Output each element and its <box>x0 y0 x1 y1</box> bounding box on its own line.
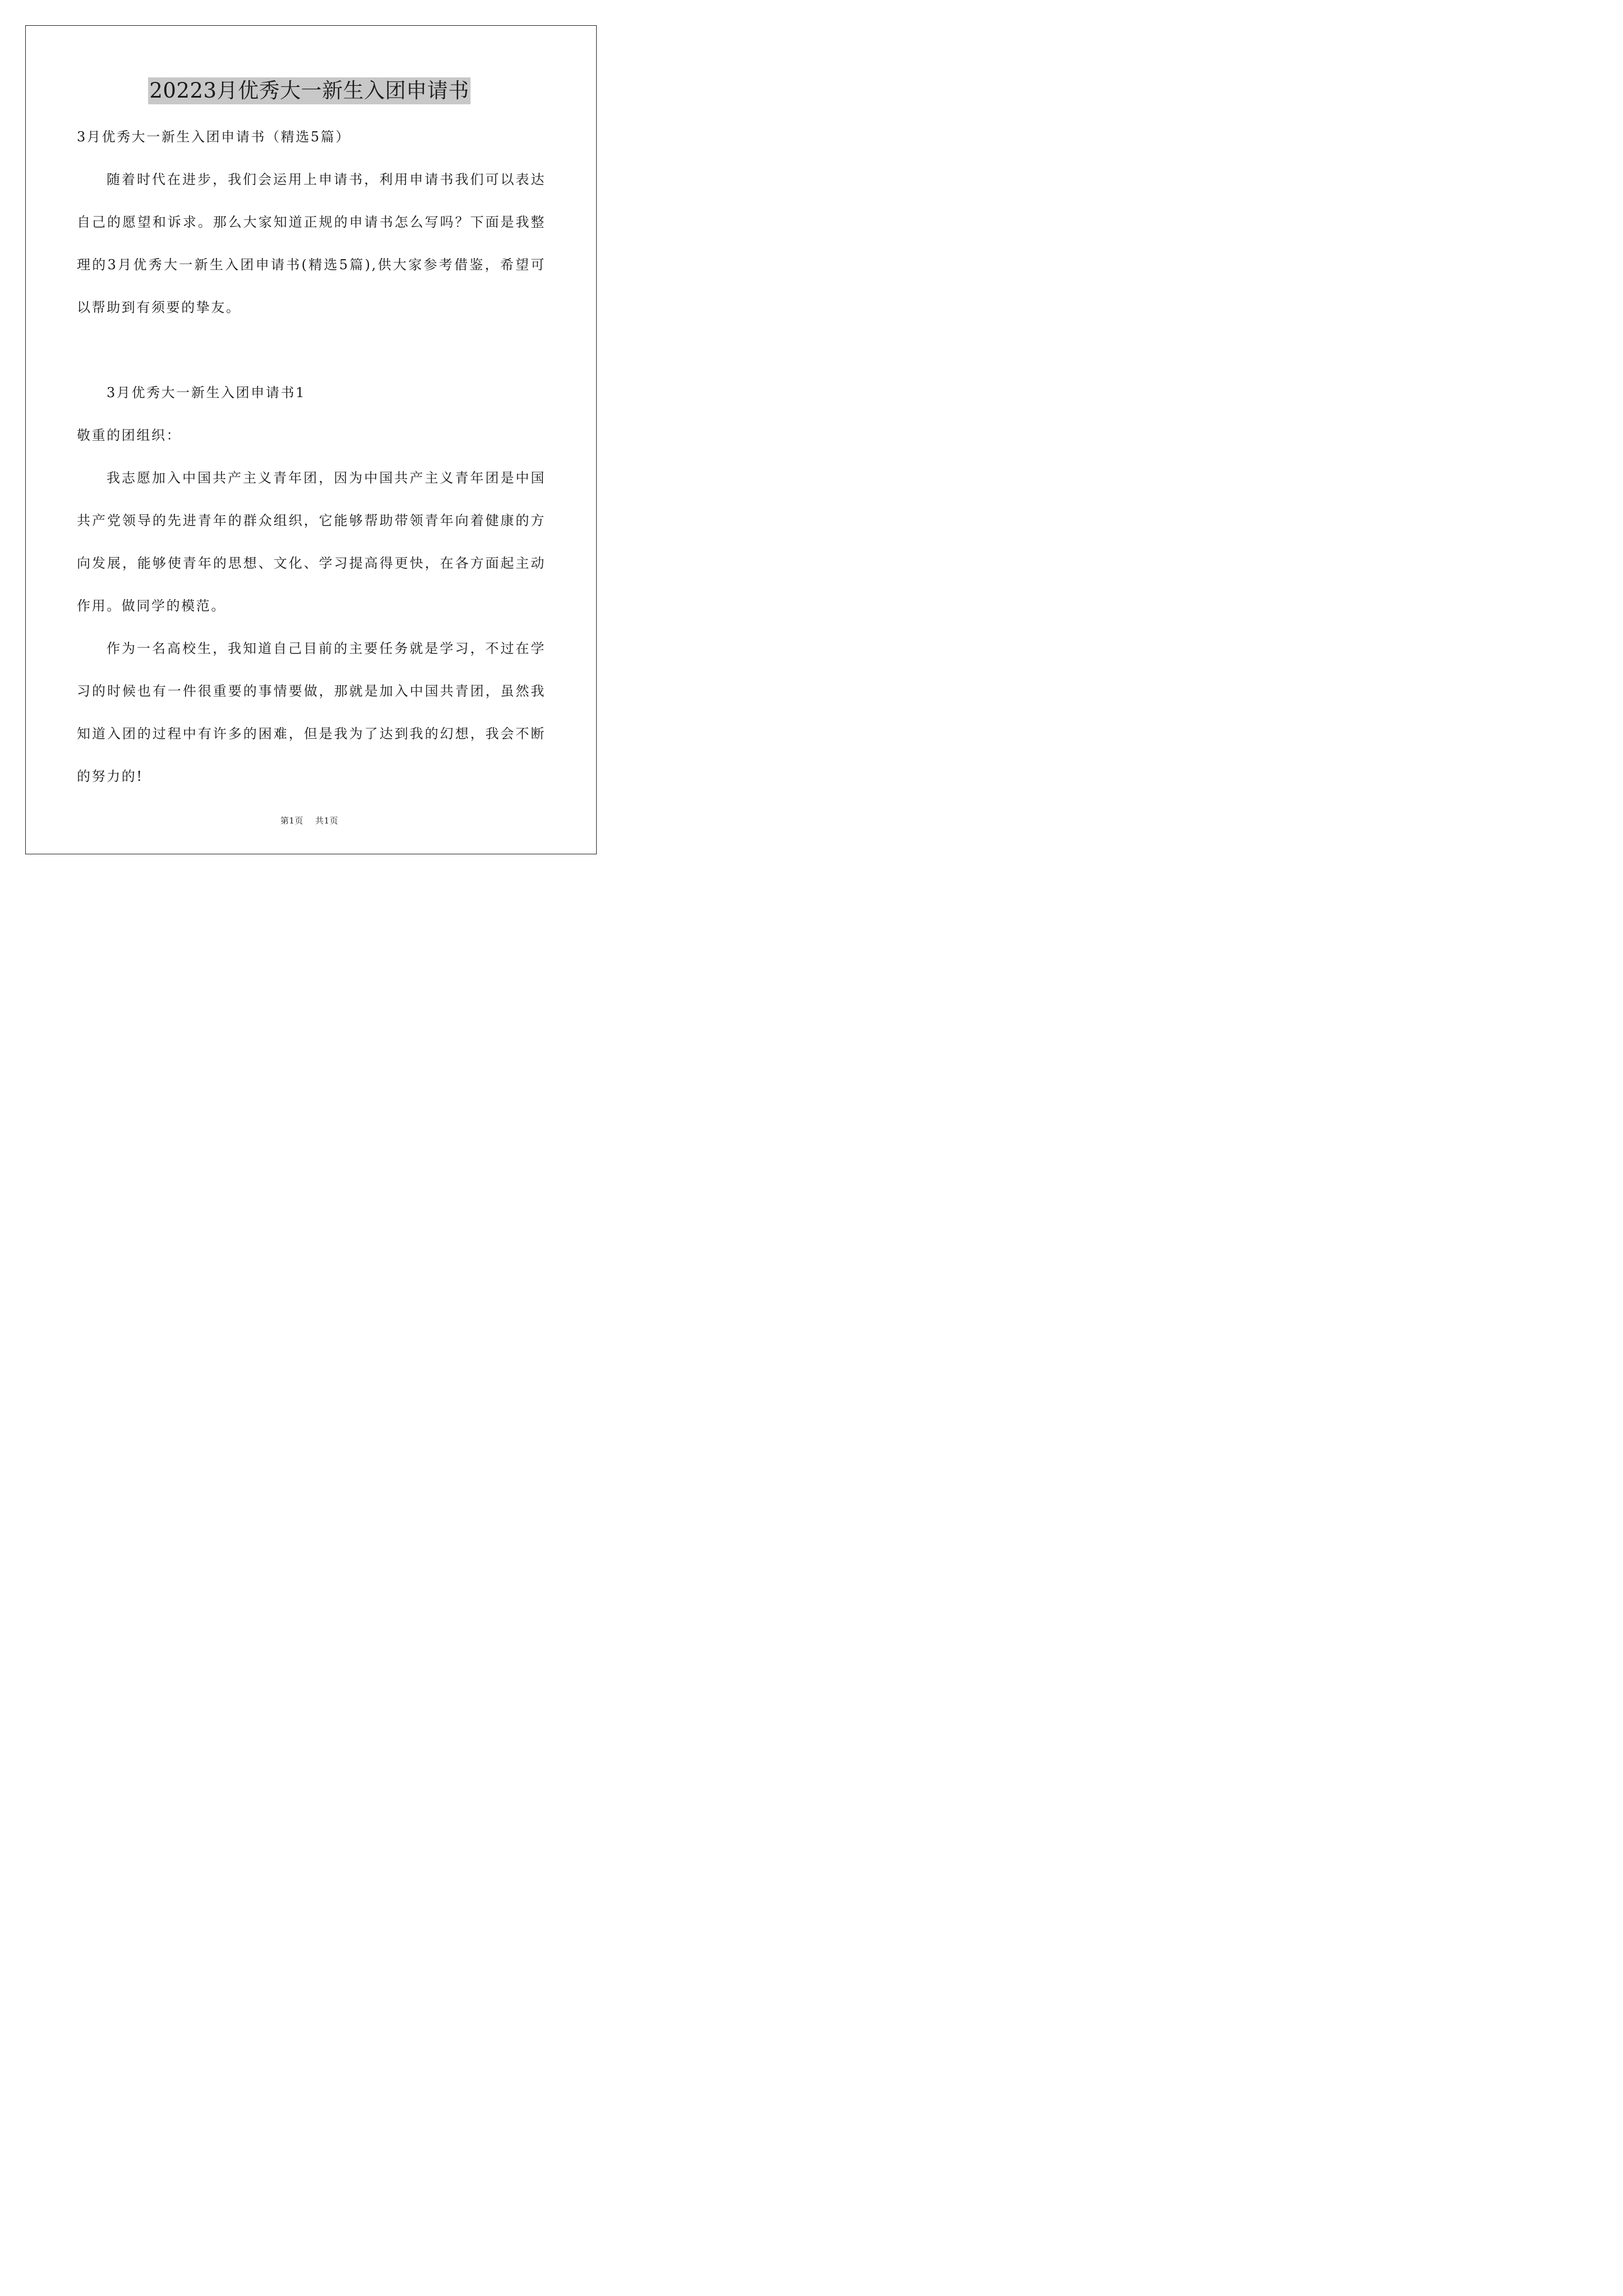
page-footer <box>0 815 619 826</box>
blank-line <box>77 329 546 371</box>
body-paragraph-1: 我志愿加入中国共产主义青年团，因为中国共产主义青年团是中国共产党领导的先进青年的群众组织，它能够帮助带领青年向着健康的方向发展，能够使青年的思想、文化、学习提高得更快，在各方面起主动作用。做同学的模范。 <box>77 470 546 614</box>
section-heading: 3月优秀大一新生入团申请书1 <box>107 385 306 401</box>
body-paragraph-2: 作为一名高校生，我知道自己目前的主要任务就是学习，不过在学习的时候也有一件很重要的事情要做，那就是加入中国共青团，虽然我知道入团的过程中有许多的困难，但是我为了达到我的幻想，我会不断的努力的! <box>77 641 546 784</box>
page-count: 共1页 <box>315 816 339 826</box>
intro-paragraph: 随着时代在进步，我们会运用上申请书，利用申请书我们可以表达自己的愿望和诉求。那么大家知道正规的申请书怎么写吗？下面是我整理的3月优秀大一新生入团申请书(精选5篇),供大家参考借鉴，希望可以帮助到有须要的挚友。 <box>77 172 546 315</box>
title-area <box>0 77 619 104</box>
salutation: 敬重的团组织： <box>77 427 182 443</box>
page-number: 第1页 <box>280 816 303 826</box>
document-title: 20223月优秀大一新生入团申请书 <box>148 77 470 104</box>
document-body <box>77 116 546 798</box>
document-subtitle: 3月优秀大一新生入团申请书（精选5篇） <box>77 129 351 145</box>
